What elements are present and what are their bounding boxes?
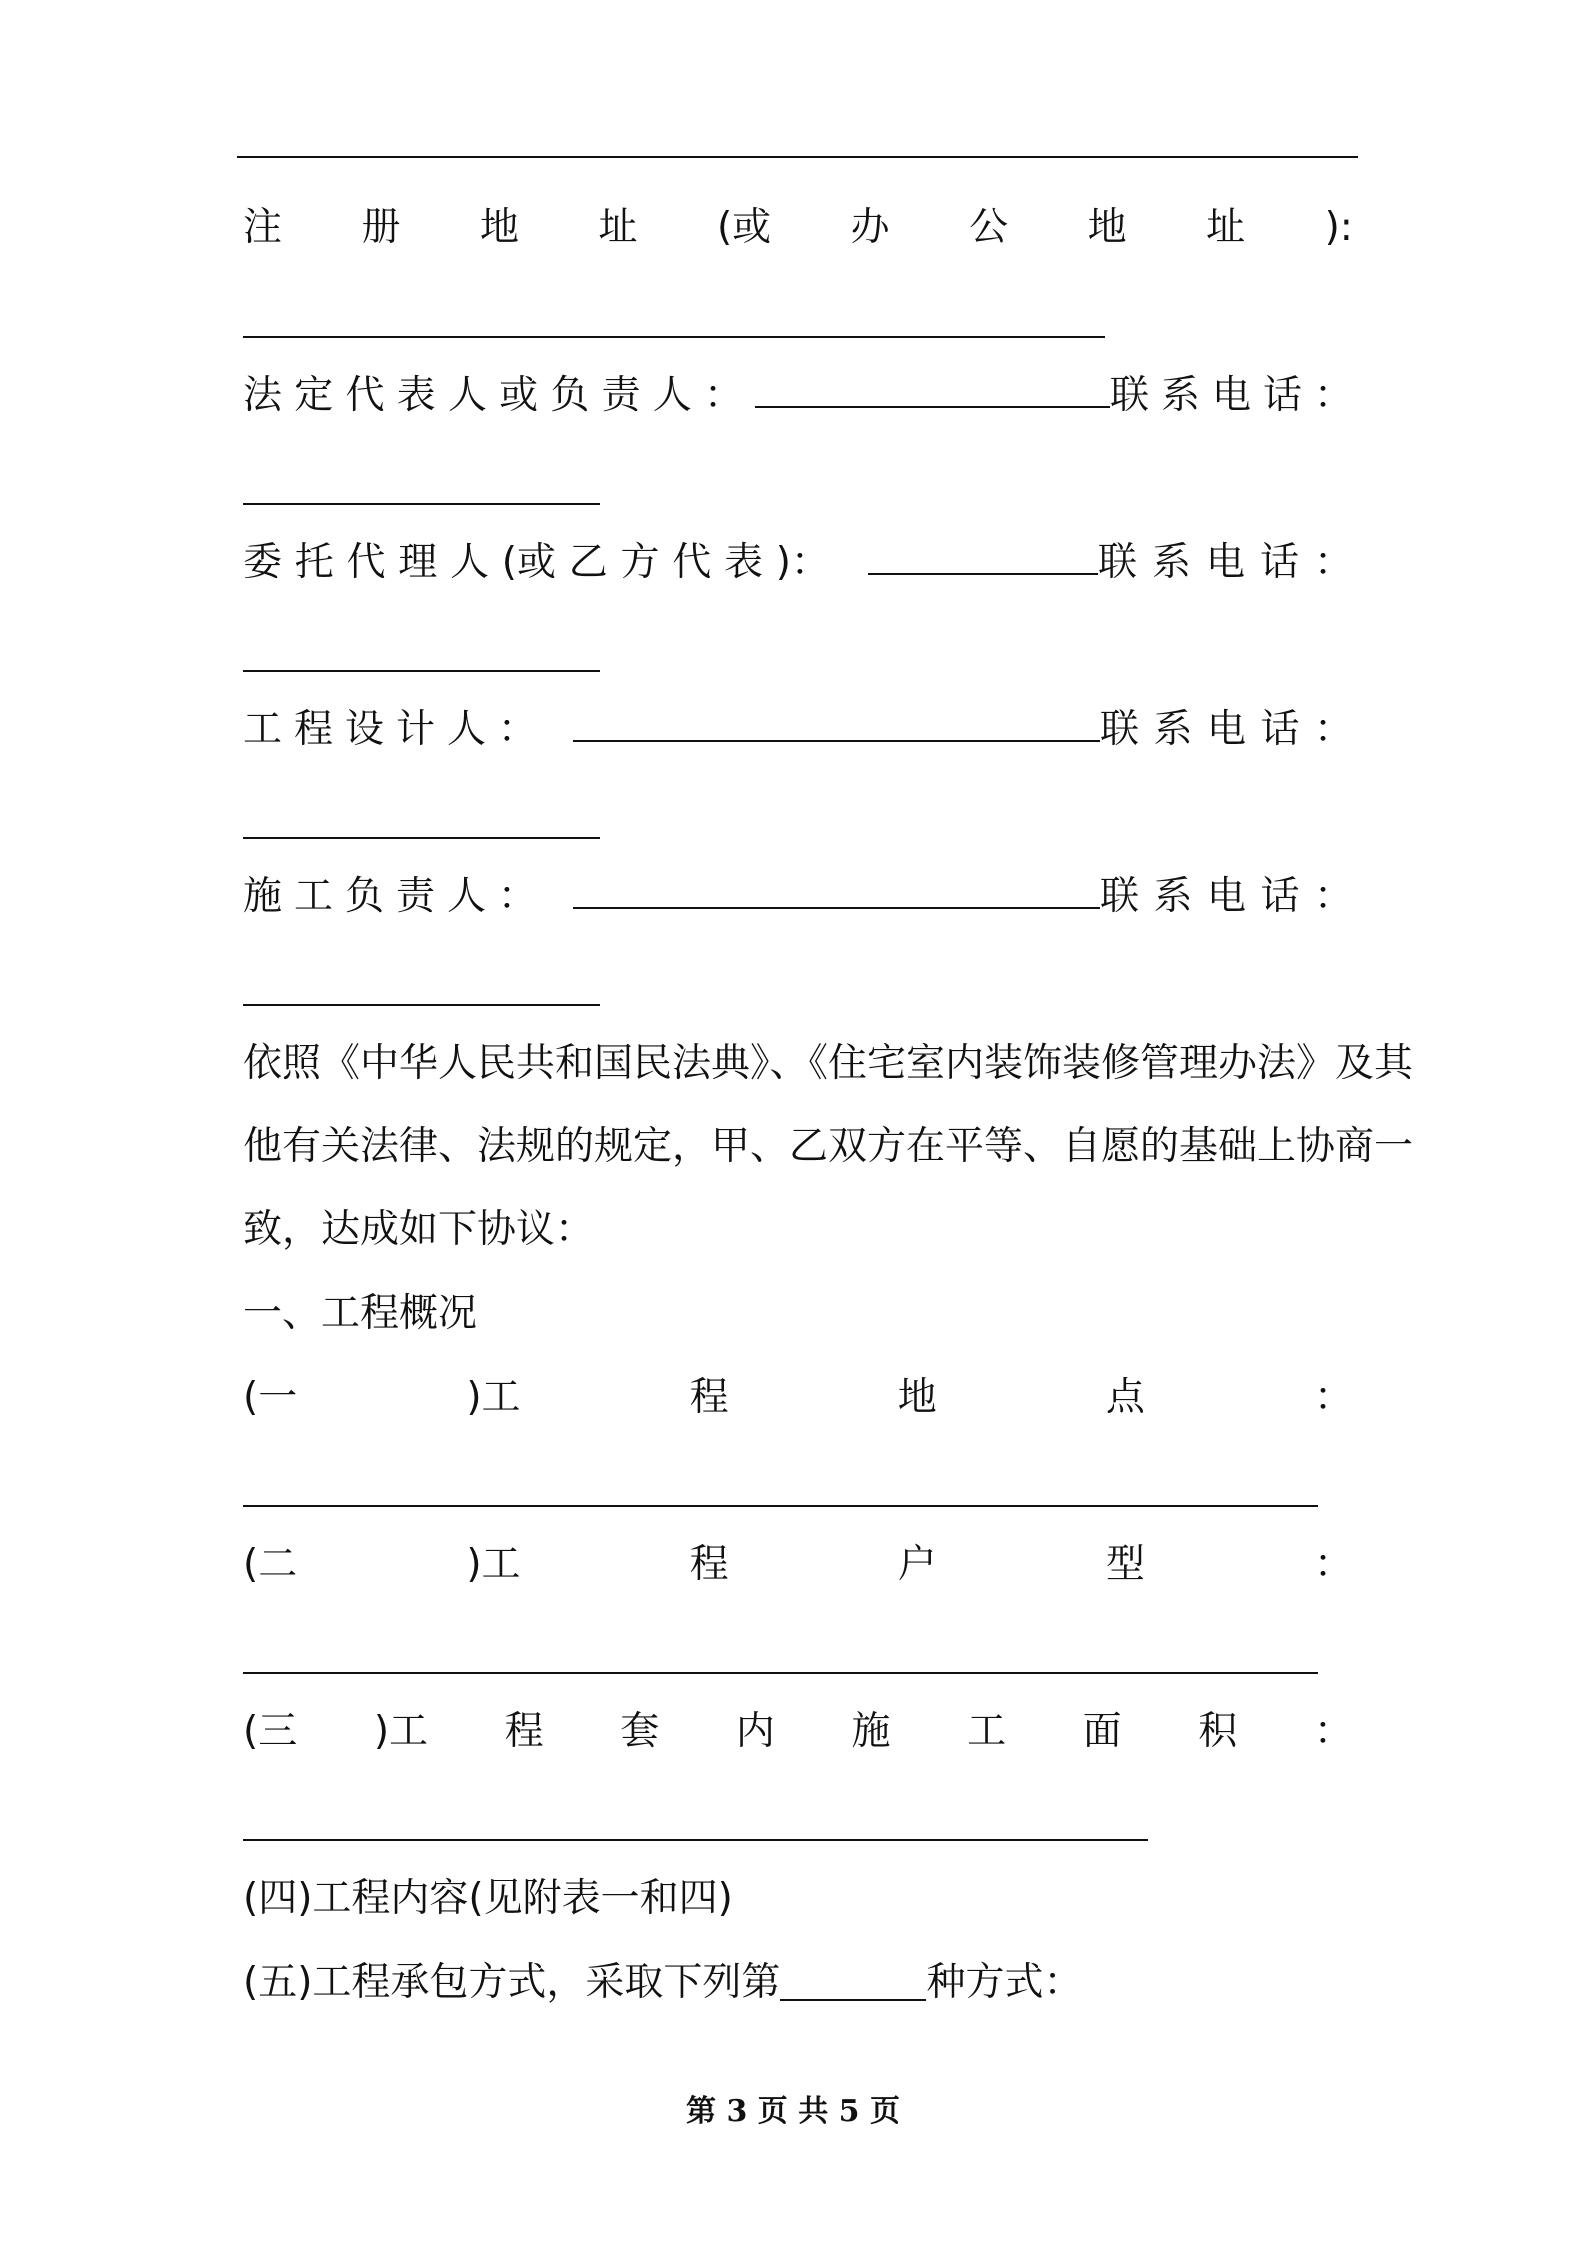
char: 地 bbox=[1087, 205, 1127, 250]
char: 户 bbox=[897, 1542, 937, 1587]
char: 人 bbox=[446, 707, 486, 752]
char: )： bbox=[775, 540, 830, 585]
contract-method-text: (五)工程承包方式，采取下列第 bbox=[243, 1960, 781, 2005]
char: )工 bbox=[466, 1375, 521, 1420]
page-number: 第 3 页 共 5 页 bbox=[686, 2094, 900, 2129]
char: 联 bbox=[1110, 373, 1150, 418]
char: 程 bbox=[689, 1375, 729, 1420]
char: 表 bbox=[723, 540, 763, 585]
legal-rep-label bbox=[243, 366, 743, 426]
header-rule bbox=[237, 156, 1358, 158]
project-unit-type-blank[interactable] bbox=[243, 1672, 1318, 1674]
construction-manager-phone-blank[interactable] bbox=[243, 1004, 600, 1006]
char: )工 bbox=[466, 1542, 521, 1587]
char: 乙 bbox=[568, 540, 608, 585]
char: 法 bbox=[243, 373, 283, 418]
char: )工 bbox=[373, 1709, 429, 1754]
char: 工 bbox=[293, 874, 333, 919]
agent-phone-blank[interactable] bbox=[243, 670, 600, 672]
designer-line bbox=[243, 700, 1353, 760]
agent-label bbox=[243, 533, 830, 593]
char: (一 bbox=[243, 1375, 298, 1420]
char: 计 bbox=[395, 707, 435, 752]
char: 积 bbox=[1198, 1709, 1238, 1754]
char: 址 bbox=[598, 205, 638, 250]
agent-phone-label bbox=[1098, 533, 1353, 593]
char: 系 bbox=[1153, 874, 1193, 919]
construction-manager-line bbox=[243, 867, 1353, 927]
char: 人 bbox=[450, 540, 490, 585]
char: 程 bbox=[689, 1542, 729, 1587]
char: 联 bbox=[1100, 707, 1140, 752]
project-location-blank[interactable] bbox=[243, 1505, 1318, 1507]
char: 套 bbox=[620, 1709, 660, 1754]
char: 理 bbox=[398, 540, 438, 585]
char: 系 bbox=[1153, 707, 1193, 752]
char: 话 bbox=[1259, 540, 1299, 585]
char: 联 bbox=[1098, 540, 1138, 585]
construction-manager-blank[interactable] bbox=[573, 907, 1100, 909]
designer-phone-blank[interactable] bbox=[243, 837, 600, 839]
char: (或 bbox=[501, 540, 556, 585]
char: ： bbox=[497, 874, 537, 919]
char: 内 bbox=[735, 1709, 775, 1754]
char: 话 bbox=[1260, 707, 1300, 752]
project-area-blank[interactable] bbox=[243, 1839, 1148, 1841]
legal-rep-blank[interactable] bbox=[755, 406, 1110, 408]
char: 责 bbox=[601, 373, 641, 418]
char: 施 bbox=[851, 1709, 891, 1754]
char: 人 bbox=[447, 373, 487, 418]
char: 代 bbox=[346, 540, 386, 585]
char: 定 bbox=[294, 373, 334, 418]
char: 代 bbox=[345, 373, 385, 418]
char: 电 bbox=[1206, 874, 1246, 919]
section-title: 一、工程概况 bbox=[243, 1291, 478, 1336]
legal-rep-phone-label bbox=[1110, 366, 1353, 426]
char: ： bbox=[1313, 1375, 1353, 1420]
agent-line bbox=[243, 533, 1353, 593]
char: 委 bbox=[243, 540, 283, 585]
char: 表 bbox=[396, 373, 436, 418]
char: 型 bbox=[1105, 1542, 1145, 1587]
char: (二 bbox=[243, 1542, 298, 1587]
char: (或 bbox=[716, 205, 772, 250]
char: 话 bbox=[1260, 874, 1300, 919]
char: 工 bbox=[967, 1709, 1007, 1754]
registered-address-blank[interactable] bbox=[243, 336, 1105, 338]
char: 地 bbox=[897, 1375, 937, 1420]
char: 系 bbox=[1151, 540, 1191, 585]
char: 面 bbox=[1082, 1709, 1122, 1754]
designer-blank[interactable] bbox=[573, 740, 1100, 742]
construction-manager-phone-label bbox=[1100, 867, 1353, 927]
char: 人 bbox=[652, 373, 692, 418]
project-content: (四)工程内容(见附表一和四) bbox=[243, 1876, 733, 1921]
char: 或 bbox=[499, 373, 539, 418]
project-area-label bbox=[243, 1702, 1353, 1762]
char: 地 bbox=[479, 205, 519, 250]
char: 人 bbox=[446, 874, 486, 919]
char: 址 bbox=[1206, 205, 1246, 250]
char: ： bbox=[1313, 1709, 1353, 1754]
char: 负 bbox=[344, 874, 384, 919]
char: 方 bbox=[620, 540, 660, 585]
char: ： bbox=[1313, 1542, 1353, 1587]
char: 话 bbox=[1262, 373, 1302, 418]
char: 办 bbox=[850, 205, 890, 250]
registered-address-label bbox=[243, 198, 1353, 258]
construction-manager-label bbox=[243, 867, 537, 927]
agent-blank[interactable] bbox=[868, 573, 1098, 575]
char: 公 bbox=[969, 205, 1009, 250]
char: ： bbox=[497, 707, 537, 752]
project-location-label bbox=[243, 1368, 1353, 1428]
char: ： bbox=[1313, 874, 1353, 919]
designer-label bbox=[243, 700, 537, 760]
char: 注 bbox=[243, 205, 283, 250]
char: 工 bbox=[243, 707, 283, 752]
char: 设 bbox=[344, 707, 384, 752]
contract-method-suffix: 种方式： bbox=[926, 1960, 1083, 2005]
char: ： bbox=[1313, 373, 1353, 418]
project-unit-type-label bbox=[243, 1535, 1353, 1595]
char: 负 bbox=[550, 373, 590, 418]
char: 责 bbox=[395, 874, 435, 919]
contract-method-blank[interactable] bbox=[780, 1999, 926, 2001]
char: (三 bbox=[243, 1709, 298, 1754]
char: 系 bbox=[1160, 373, 1200, 418]
paragraph-line-2: 他有关法律、法规的规定，甲、乙双方在平等、自愿的基础上协商一 bbox=[243, 1124, 1414, 1169]
contract-method-line bbox=[243, 1953, 1353, 2013]
char: 电 bbox=[1205, 540, 1245, 585]
char: ): bbox=[1324, 205, 1353, 250]
char: 电 bbox=[1211, 373, 1251, 418]
char: 代 bbox=[672, 540, 712, 585]
legal-rep-line bbox=[243, 366, 1353, 426]
char: 册 bbox=[361, 205, 401, 250]
legal-rep-phone-blank[interactable] bbox=[243, 503, 600, 505]
paragraph-line-1: 依照《中华人民共和国民法典》、《住宅室内装饰装修管理办法》及其 bbox=[243, 1041, 1414, 1086]
designer-phone-label bbox=[1100, 700, 1353, 760]
char: ： bbox=[1313, 707, 1353, 752]
char: 施 bbox=[243, 874, 283, 919]
char: 程 bbox=[293, 707, 333, 752]
paragraph-line-3: 致，达成如下协议： bbox=[243, 1207, 595, 1252]
char: ： bbox=[703, 373, 743, 418]
char: 程 bbox=[504, 1709, 544, 1754]
char: 联 bbox=[1100, 874, 1140, 919]
char: 托 bbox=[294, 540, 334, 585]
char: 电 bbox=[1206, 707, 1246, 752]
char: 点 bbox=[1105, 1375, 1145, 1420]
char: ： bbox=[1313, 540, 1353, 585]
